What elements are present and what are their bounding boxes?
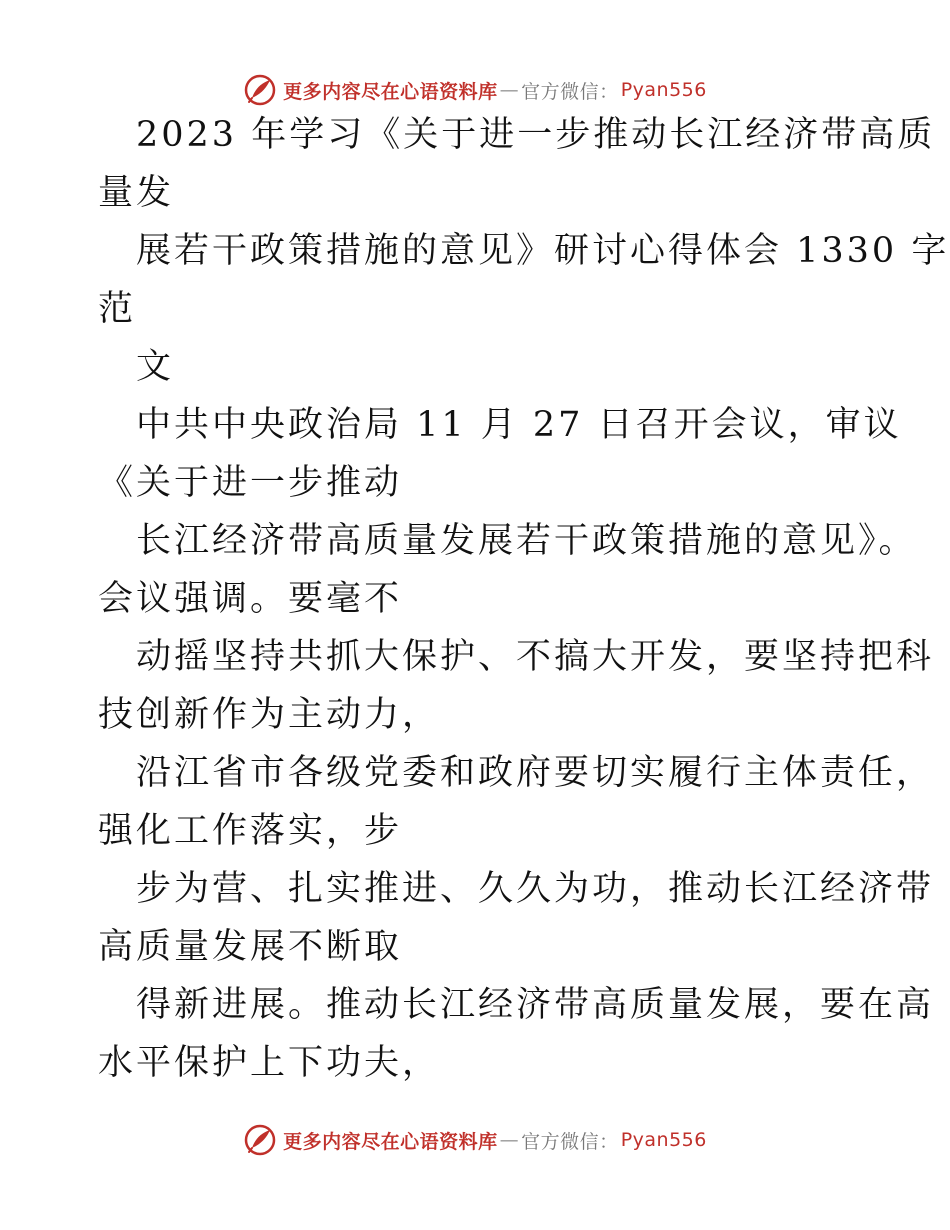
text-line: 《关于进一步推动 bbox=[98, 463, 403, 503]
text-line: 中共中央政治局 11 月 27 日召开会议，审议 bbox=[136, 405, 902, 445]
watermark-dash: — bbox=[499, 79, 520, 101]
text-line: 量发 bbox=[98, 173, 175, 213]
footer-watermark bbox=[0, 1120, 950, 1160]
watermark-official-label: 官方微信： bbox=[521, 80, 619, 103]
header-watermark bbox=[0, 70, 950, 110]
text-line: 高质量发展不断取 bbox=[98, 927, 403, 967]
watermark-brand: 更多内容尽在心语资料库 bbox=[283, 80, 498, 103]
text-line: 展若干政策措施的意见》研讨心得体会 1330 字 bbox=[136, 231, 950, 271]
text-line: 动摇坚持共抓大保护、不搞大开发，要坚持把科 bbox=[136, 637, 935, 677]
text-line: 会议强调。要毫不 bbox=[98, 579, 403, 619]
text-line: 得新进展。推动长江经济带高质量发展，要在高 bbox=[136, 985, 935, 1025]
watermark-brand: 更多内容尽在心语资料库 bbox=[283, 1130, 498, 1153]
feather-pen-logo-icon bbox=[243, 1123, 277, 1157]
text-line: 步为营、扎实推进、久久为功，推动长江经济带 bbox=[136, 869, 935, 909]
text-line: 范 bbox=[98, 289, 137, 329]
text-line: 技创新作为主动力， bbox=[98, 695, 441, 735]
watermark-dash: — bbox=[499, 1129, 520, 1151]
watermark-wechat-id: Pyan556 bbox=[620, 79, 707, 101]
text-line: 水平保护上下功夫， bbox=[98, 1043, 441, 1083]
feather-pen-logo-icon bbox=[243, 73, 277, 107]
text-line: 文 bbox=[136, 347, 175, 387]
text-line: 强化工作落实，步 bbox=[98, 811, 403, 851]
text-line: 沿江省市各级党委和政府要切实履行主体责任， bbox=[136, 753, 935, 793]
text-line: 2023 年学习《关于进一步推动长江经济带高质 bbox=[136, 115, 936, 155]
document-body bbox=[98, 115, 950, 1104]
watermark-official-label: 官方微信： bbox=[521, 1130, 619, 1153]
text-line: 长江经济带高质量发展若干政策措施的意见》。 bbox=[136, 521, 917, 561]
watermark-wechat-id: Pyan556 bbox=[620, 1129, 707, 1151]
